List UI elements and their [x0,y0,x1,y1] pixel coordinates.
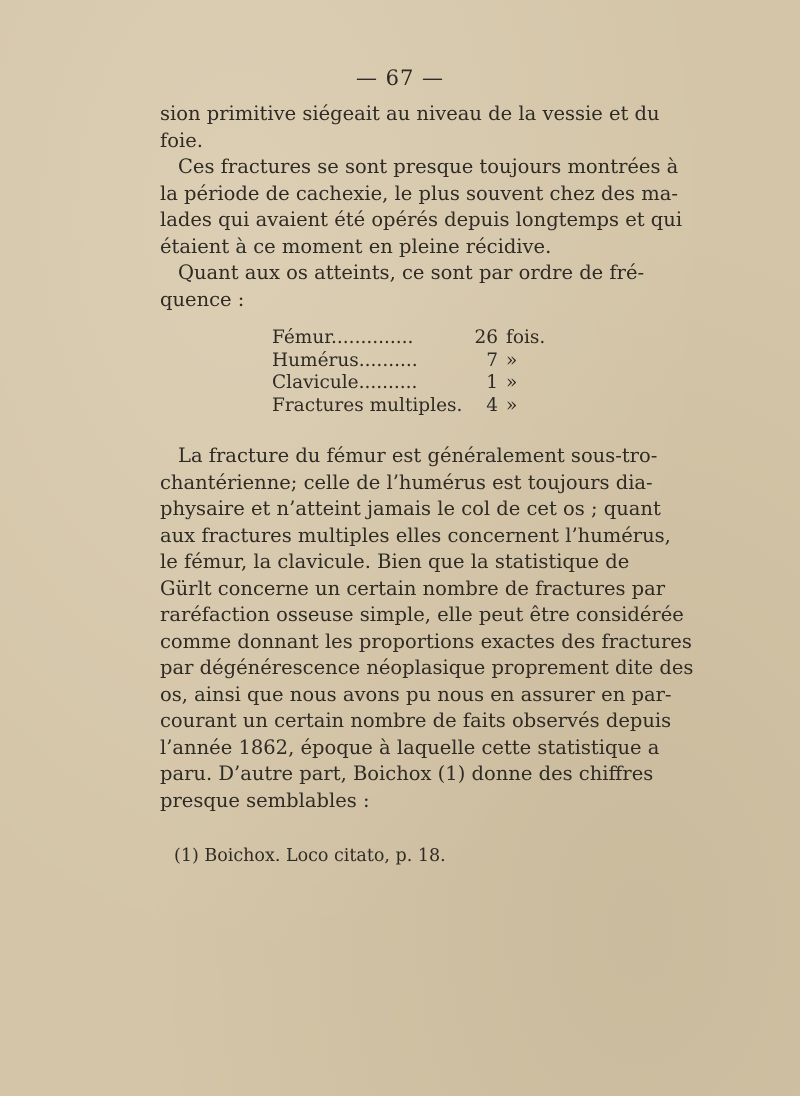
text-line: courant un certain nombre de faits observés depuis [160,709,672,732]
fracture-statistics-table [272,327,545,417]
text-line: par dégénérescence néoplasique proprement dite des [160,656,694,679]
stats-label: Fractures multiples. [272,394,463,416]
stats-unit: » [506,394,518,416]
page-number: — 67 — [355,66,445,90]
stats-label: Humérus.......... [272,349,418,371]
text-line: os, ainsi que nous avons pu nous en assurer en par- [160,682,672,706]
text-line: comme donnant les proportions exactes des fractures [160,629,692,653]
text-line: quence : [160,287,245,311]
stats-count: 4 [486,394,498,416]
text-line: le fémur, la clavicule. Bien que la statistique de [160,550,630,573]
text-line: chantérienne; celle de l’humérus est toujours dia- [160,470,653,494]
stats-count: 1 [486,372,498,393]
stats-count: 26 [474,327,498,348]
text-line: lades qui avaient été opérés depuis longtemps et qui [160,208,683,231]
stats-row [272,372,545,395]
stats-row [272,327,545,350]
stats-unit: fois. [506,327,546,348]
paragraph-3 [160,443,694,814]
text-line: foie. [160,128,203,152]
text-line: physaire et n’atteint jamais le col de cet os ; quant [160,497,661,520]
paragraph-1 [160,101,660,154]
stats-row [272,350,545,373]
stats-count: 7 [486,349,498,371]
text-line: sion primitive siégeait au niveau de la vessie et du [160,102,660,125]
text-line: aux fractures multiples elles concernent l’humérus, [160,523,671,547]
text-line: paru. D’autre part, Boichox (1) donne des chiffres [160,762,654,785]
stats-label: Clavicule.......... [272,372,418,393]
text-line: étaient à ce moment en pleine récidive. [160,234,552,258]
text-line: Ces fractures se sont presque toujours montrées à [178,155,679,178]
text-line: La fracture du fémur est généralement sous-tro- [178,444,658,467]
stats-label: Fémur.............. [272,327,414,348]
text-line: Quant aux os atteints, ce sont par ordre de fré- [178,261,645,284]
stats-unit: » [506,372,518,393]
text-line: presque semblables : [160,788,370,812]
text-line: raréfaction osseuse simple, elle peut être considérée [160,603,684,626]
paragraph-2 [160,154,683,313]
footnote: (1) Boichox. Loco citato, p. 18. [174,846,446,866]
text-line: l’année 1862, époque à laquelle cette statistique a [160,735,660,759]
stats-unit: » [506,349,518,371]
text-line: Gürlt concerne un certain nombre de fractures par [160,576,666,600]
text-line: la période de cachexie, le plus souvent chez des ma- [160,181,678,205]
stats-row [272,395,545,418]
